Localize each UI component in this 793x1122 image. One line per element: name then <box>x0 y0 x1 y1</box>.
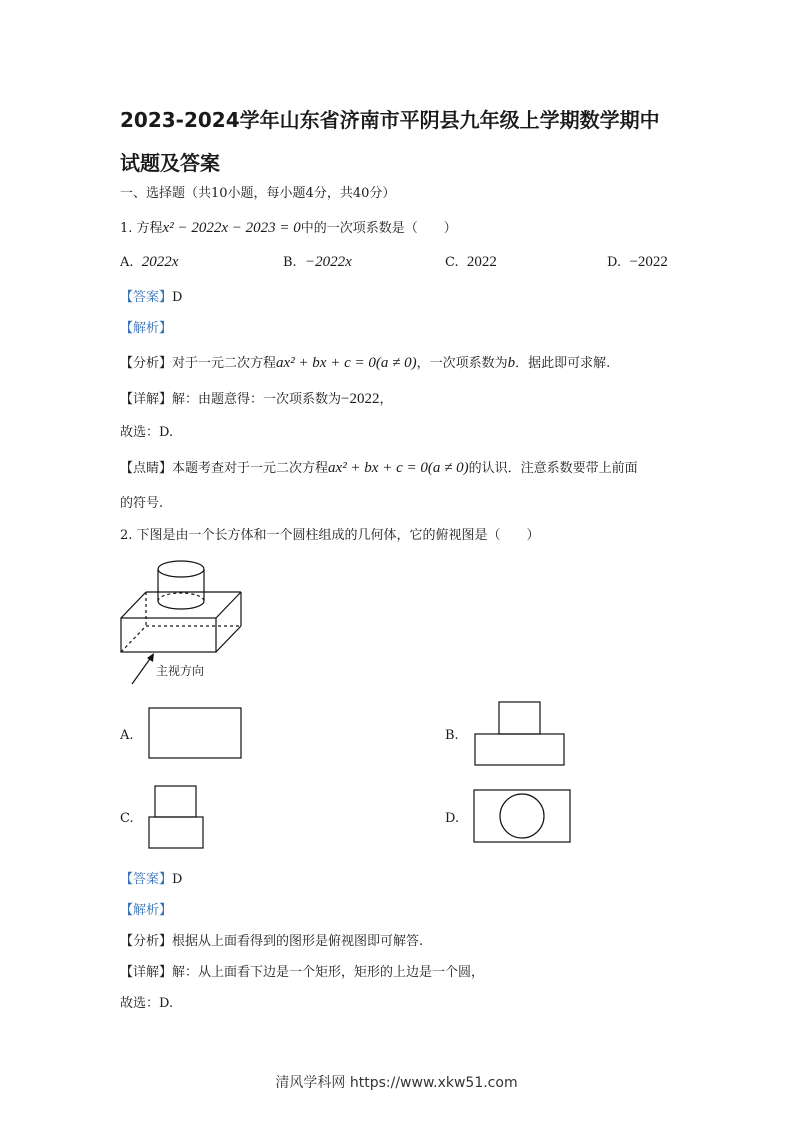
doc-title-line2: 试题及答案 <box>120 151 220 175</box>
q1-prefix: 1. 方程 <box>120 221 163 236</box>
q1-answer: 【答案】D <box>120 290 183 305</box>
q1-option-a: A. 2022x <box>120 254 179 270</box>
q2-option-b-label: B. <box>445 728 459 743</box>
q2-option-b-figure <box>473 700 567 768</box>
q1-fenxi: 【分析】对于一元二次方程ax² + bx + c = 0(a ≠ 0)，一次项系数为b．据此即可求解. <box>120 355 611 371</box>
q2-choice: 故选：D. <box>120 996 174 1011</box>
q1-stem <box>120 217 457 237</box>
doc-title-line1: 2023-2024学年山东省济南市平阴县九年级上学期数学期中 <box>120 108 660 132</box>
q2-fenxi: 【分析】根据从上面看得到的图形是俯视图即可解答. <box>120 934 424 949</box>
q2-option-a-figure <box>148 707 244 761</box>
q2-option-c-figure <box>148 784 206 850</box>
q1-dianjing: 【点睛】本题考查对于一元二次方程ax² + bx + c = 0(a ≠ 0)的认识．注意系数要带上前面 <box>120 460 638 476</box>
q1-option-b: B. −2022x <box>283 254 352 270</box>
q2-answer: 【答案】D <box>120 872 183 887</box>
q2-analysis-tag: 【解析】 <box>120 903 173 918</box>
q2-option-c-label: C. <box>120 811 134 826</box>
q1-analysis-tag: 【解析】 <box>120 321 173 336</box>
q2-option-a-label: A. <box>120 728 134 743</box>
q1-xiangjie: 【详解】解：由题意得：一次项系数为−2022， <box>120 391 393 407</box>
q1-option-c: C. 2022 <box>445 254 497 270</box>
q2-solid-figure <box>110 555 280 695</box>
q2-figure-label: 主视方向 <box>156 664 205 678</box>
q1-option-d: D. −2022 <box>607 254 668 270</box>
q1-choice: 故选：D. <box>120 425 174 440</box>
section-heading: 一、选择题（共10小题，每小题4分，共40分） <box>120 186 396 201</box>
q1-suffix: 中的一次项系数是（ ） <box>300 221 457 236</box>
q1-dianjing-cont: 的符号. <box>120 496 164 511</box>
page-footer: 清风学科网 https://www.xkw51.com <box>275 1075 518 1091</box>
q1-equation: x² − 2022x − 2023 = 0 <box>162 220 301 236</box>
q2-option-d-figure <box>473 789 573 845</box>
q2-stem: 2. 下图是由一个长方体和一个圆柱组成的几何体，它的俯视图是（ ） <box>120 528 540 543</box>
q2-xiangjie: 【详解】解：从上面看下边是一个矩形，矩形的上边是一个圆， <box>120 965 485 980</box>
q2-option-d-label: D. <box>445 811 460 826</box>
